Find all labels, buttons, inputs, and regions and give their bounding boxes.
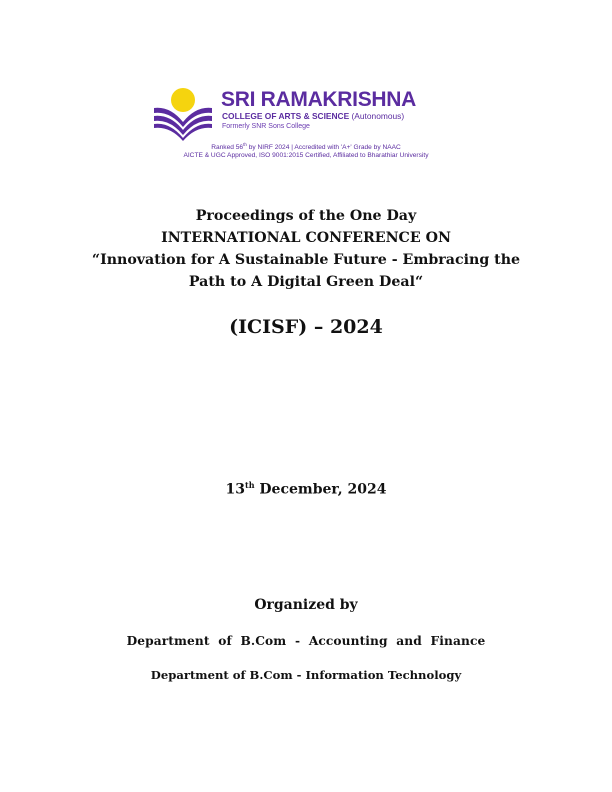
college-name: SRI RAMAKRISHNA <box>221 88 417 111</box>
title-line-4: Path to A Digital Green Deal“ <box>188 274 424 290</box>
rank-sup: th <box>243 142 247 147</box>
date-rest: December, 2024 <box>254 481 387 498</box>
title-line-2: INTERNATIONAL CONFERENCE ON <box>161 230 451 246</box>
sun-book-icon <box>150 86 220 142</box>
title-line-1: Proceedings of the One Day <box>195 208 417 224</box>
rank-suffix: by NIRF 2024 | Accredited with 'A+' Grade by NAAC <box>246 144 401 152</box>
date-sup: th <box>245 480 255 490</box>
conference-acronym: (ICISF) – 2024 <box>229 316 383 338</box>
title-line-3: “Innovation for A Sustainable Future - Embracing the <box>91 252 521 268</box>
autonomous-label: (Autonomous) <box>351 111 405 121</box>
ranking-line <box>0 142 612 151</box>
organized-by-heading: Organized by <box>254 597 358 613</box>
college-subtitle <box>222 111 404 121</box>
date-day: 13 <box>225 481 246 498</box>
formerly-label: Formerly SNR Sons College <box>222 123 310 130</box>
conference-title <box>0 205 612 293</box>
approvals-line: AICTE & UGC Approved, ISO 9001:2015 Certified, Affiliated to Bharathiar University <box>183 152 429 159</box>
department-1: Department of B.Com - Accounting and Finance <box>126 634 486 648</box>
rank-prefix: Ranked 56 <box>211 144 244 152</box>
department-2: Department of B.Com - Information Technology <box>150 668 462 682</box>
conference-date <box>0 480 612 498</box>
college-subtitle-text: COLLEGE OF ARTS & SCIENCE <box>222 111 350 121</box>
